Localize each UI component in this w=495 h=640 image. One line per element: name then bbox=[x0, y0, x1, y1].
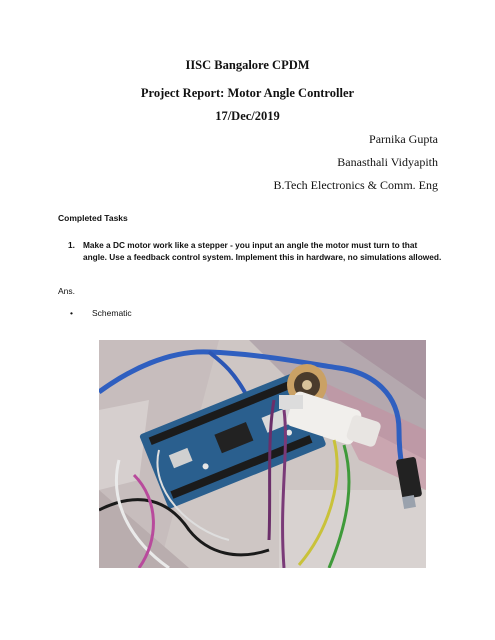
author-degree: B.Tech Electronics & Comm. Eng bbox=[273, 178, 438, 192]
bullet-icon: • bbox=[70, 308, 73, 318]
bullet-item bbox=[70, 308, 132, 318]
hardware-photo bbox=[99, 340, 426, 568]
bullet-text: Schematic bbox=[92, 308, 132, 318]
section-heading: Completed Tasks bbox=[58, 213, 128, 223]
institution-heading: IISC Bangalore CPDM bbox=[185, 58, 310, 72]
author-college: Banasthali Vidyapith bbox=[337, 155, 438, 169]
report-title: Project Report: Motor Angle Controller bbox=[140, 86, 355, 100]
hardware-photo-image bbox=[99, 340, 426, 568]
author-name: Parnika Gupta bbox=[369, 132, 438, 146]
task-text: Make a DC motor work like a stepper - you input an angle the motor must turn to that angle. Use a feedback control system. Implement this in hardware, no simulations allowed. bbox=[83, 240, 442, 263]
task-item bbox=[70, 239, 442, 264]
task-number: 1. bbox=[68, 240, 75, 250]
answer-label: Ans. bbox=[58, 286, 76, 296]
report-date: 17/Dec/2019 bbox=[215, 109, 280, 123]
